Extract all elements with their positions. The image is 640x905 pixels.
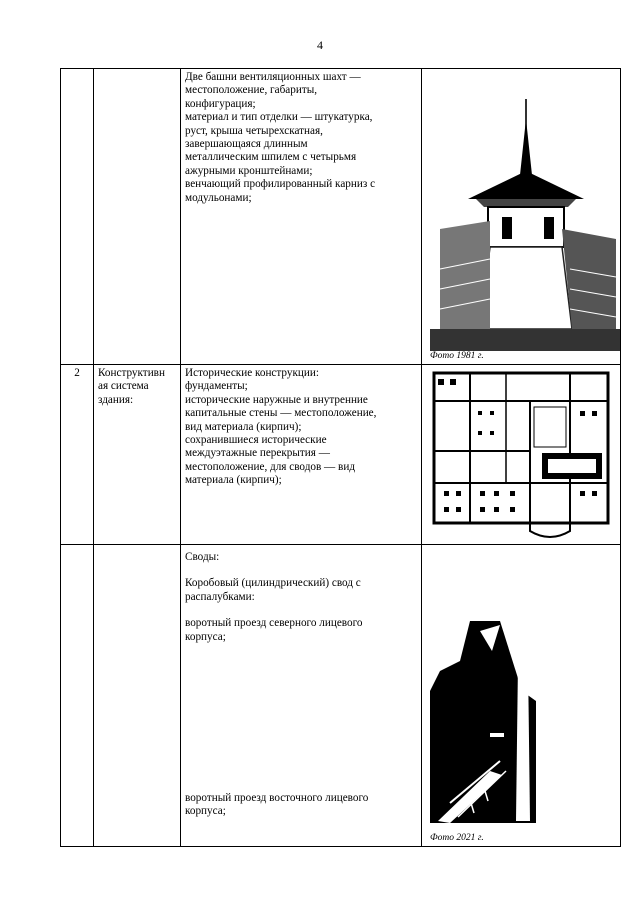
row-number-cell [61, 545, 94, 847]
row-name-cell [94, 365, 181, 545]
description-line: местоположение, габариты, [185, 84, 318, 97]
floor-plan-image [430, 371, 620, 541]
photo-caption: Фото 2021 г. [430, 833, 484, 843]
description-line: материал и тип отделки — штукатурка, [185, 111, 373, 124]
description-line: завершающаяся длинным [185, 138, 308, 151]
table-row [61, 365, 621, 545]
row-name-cell [94, 69, 181, 365]
north-gate-line: воротный проезд северного лицевого [185, 617, 363, 630]
description-line: металлическим шпилем с четырьмя [185, 151, 357, 164]
vault-type-line: распалубками: [185, 590, 255, 603]
vault-passage-photo [430, 621, 620, 833]
description-line: Две башни вентиляционных шахт — [185, 71, 361, 83]
row-image-cell [422, 545, 621, 847]
page-number: 4 [317, 38, 323, 52]
description-line: конфигурация; [185, 97, 256, 110]
table-row [61, 545, 621, 847]
description-line: модульонами; [185, 191, 252, 204]
description-line: местоположение, для сводов — вид [185, 460, 356, 473]
description-line: Исторические конструкции: [185, 367, 319, 379]
description-line: фундаменты; [185, 380, 248, 393]
row-description-cell [181, 545, 422, 847]
description-line: междуэтажные перекрытия — [185, 447, 330, 460]
vault-type-line: Коробовый (цилиндрический) свод с [185, 577, 361, 590]
name-line: здания: [98, 393, 134, 406]
row-number-cell: 2 [61, 365, 94, 545]
row-description-cell [181, 365, 422, 545]
name-line: ая система [98, 380, 149, 393]
ventilation-tower-photo [430, 79, 620, 351]
north-gate-line: корпуса; [185, 630, 226, 643]
row-image-cell [422, 365, 621, 545]
description-line: ажурными кронштейнами; [185, 164, 313, 177]
description-line: вид материала (кирпич); [185, 420, 302, 433]
description-line: исторические наружные и внутренние [185, 393, 368, 406]
vaults-title: Своды: [185, 551, 220, 563]
east-gate-line: воротный проезд восточного лицевого [185, 792, 369, 805]
row-description-cell [181, 69, 422, 365]
name-line: Конструктивн [98, 367, 165, 379]
east-gate-line: корпуса; [185, 805, 226, 818]
row-name-cell [94, 545, 181, 847]
description-line: сохранившиеся исторические [185, 434, 327, 447]
photo-caption: Фото 1981 г. [430, 351, 484, 361]
description-line: материала (кирпич); [185, 474, 282, 487]
table-row [61, 69, 621, 365]
description-line: венчающий профилированный карниз с [185, 178, 376, 191]
monument-features-table [60, 68, 621, 847]
row-number-cell [61, 69, 94, 365]
description-line: капитальные стены — местоположение, [185, 407, 377, 420]
description-line: руст, крыша четырехскатная, [185, 124, 323, 137]
row-image-cell [422, 69, 621, 365]
